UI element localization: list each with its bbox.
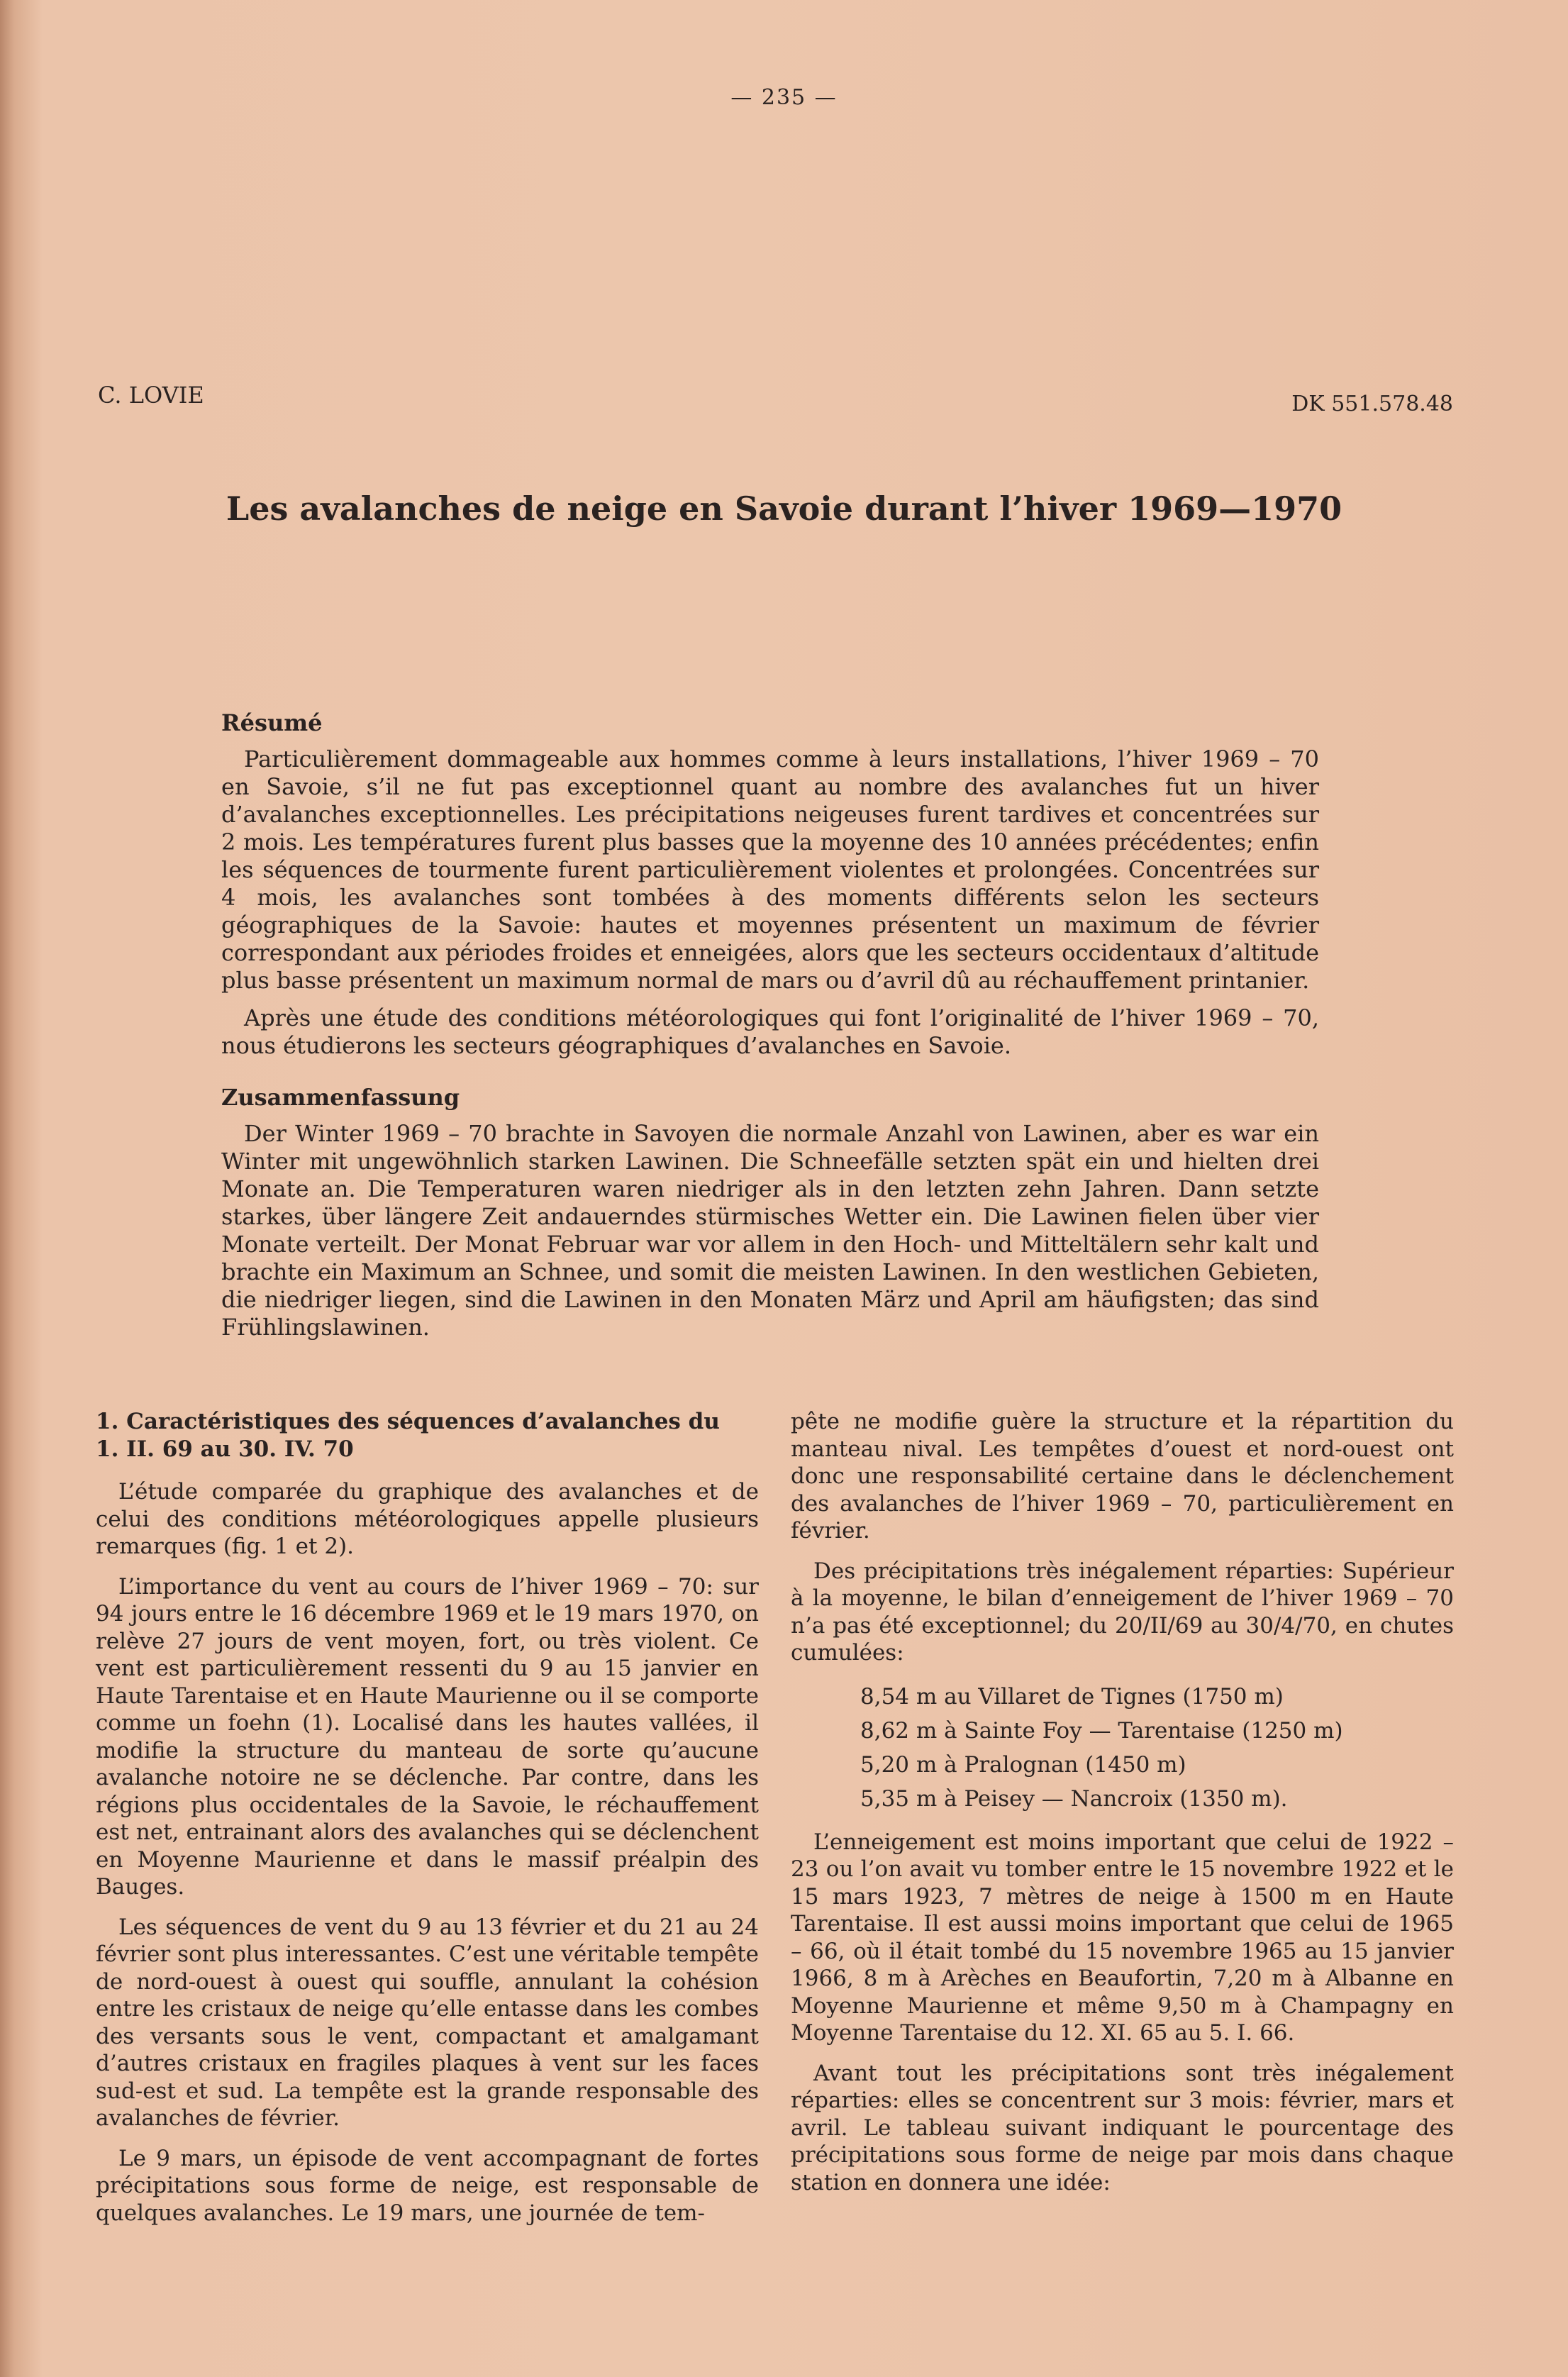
body-paragraph: L’enneigement est moins important que celui de 1922 – 23 ou l’on avait vu tomber entre le 15 novembre 1922 et le 15 mars 1923, 7 mètres de neige à 1500 m en Haute Tarentaise. Il est aussi moins important que celui de 1965 – 66, où il était tombé du 15 novembre 1965 au 15 janvier 1966, 8 m à Arèches en Beaufortin, 7,20 m à Albanne en Moyenne Maurienne et même 9,50 m à Champagny en Moyenne Tarentaise du 12. XI. 65 au 5. I. 66.	[791, 1829, 1454, 2046]
section-heading	[96, 1408, 759, 1463]
right-column	[791, 1408, 1454, 2209]
author: C. LOVIE	[98, 382, 204, 409]
section-heading-line: 1. Caractéristiques des séquences d’avalanches du	[96, 1409, 720, 1434]
section-heading-line: 1. II. 69 au 30. IV. 70	[96, 1436, 354, 1462]
zusammenfassung-paragraph: Der Winter 1969 – 70 brachte in Savoyen die normale Anzahl von Lawinen, aber es war ein Winter mit ungewöhnlich starken Lawinen. Die Schneefälle setzten spät ein und hielten drei Monate an. Die Temperaturen waren niedriger als in den letzten zehn Jahren. Dann setzte starkes, über längere Zeit andauerndes stürmisches Wetter ein. Die Lawinen fielen über vier Monate verteilt. Der Monat Februar war vor allem in den Hoch- und Mitteltälern sehr kalt und brachte ein Maximum an Schnee, und somit die meisten Lawinen. In den westlichen Gebieten, die niedriger liegen, sind die Lawinen in den Monaten März und April am häufigsten; das sind Frühlingslawinen.	[221, 1120, 1319, 1341]
body-paragraph: Les séquences de vent du 9 au 13 février et du 21 au 24 février sont plus interessantes. C’est une véritable tempête de nord-ouest à ouest qui souffle, annulant la cohésion entre les cristaux de neige qu’elle entasse dans les combes des versants sous le vent, compactant et amalgamant d’autres cristaux en fragiles plaques à vent sur les faces sud-est et sud. La tempête est la grande responsable des avalanches de février.	[96, 1914, 759, 2131]
body-paragraph: Le 9 mars, un épisode de vent accompagnant de fortes précipitations sous forme de neige, est responsable de quelques avalanches. Le 19 mars, une journée de tem-	[96, 2145, 759, 2226]
body-paragraph: Des précipitations très inégalement réparties: Supérieur à la moyenne, le bilan d’enneigement de l’hiver 1969 – 70 n’a pas été exceptionnel; du 20/II/69 au 30/4/70, en chutes cumulées:	[791, 1558, 1454, 1666]
article-title: Les avalanches de neige en Savoie durant l’hiver 1969—1970	[226, 489, 1342, 528]
body-paragraph: pête ne modifie guère la structure et la répartition du manteau nival. Les tempêtes d’ouest et nord-ouest ont donc une responsabilité certaine dans le déclenchement des avalanches de l’hiver 1969 – 70, particulièrement en février.	[791, 1409, 1454, 1544]
station-list	[860, 1680, 1454, 1816]
list-item: 8,62 m à Sainte Foy — Tarentaise (1250 m)	[860, 1717, 1343, 1744]
zusammenfassung-section	[221, 1084, 1319, 1351]
resume-section	[221, 709, 1319, 1070]
body-paragraph: Avant tout les précipitations sont très inégalement réparties: elles se concentrent sur 3 mois: février, mars et avril. Le tableau suivant indiquant le pourcentage des précipitations sous forme de neige par mois dans chaque station en donnera une idée:	[791, 2060, 1454, 2195]
zusammenfassung-heading: Zusammenfassung	[221, 1084, 460, 1111]
list-item: 8,54 m au Villaret de Tignes (1750 m)	[860, 1683, 1284, 1710]
resume-paragraph: Particulièrement dommageable aux hommes comme à leurs installations, l’hiver 1969 – 70 en Savoie, s’il ne fut pas exceptionnel quant au nombre des avalanches fut un hiver d’avalanches exceptionnelles. Les précipitations neigeuses furent tardives et concentrées sur 2 mois. Les températures furent plus basses que la moyenne des 10 années précédentes; enfin les séquences de tourmente furent particulièrement violentes et prolongées. Concentrées sur 4 mois, les avalanches sont tombées à des moments différents selon les secteurs géographiques de la Savoie: hautes et moyennes présentent un maximum de février correspondant aux périodes froides et enneigées, alors que les secteurs occidentaux d’altitude plus basse présentent un maximum normal de mars ou d’avril dû au réchauffement printanier.	[221, 746, 1319, 994]
body-paragraph: L’importance du vent au cours de l’hiver 1969 – 70: sur 94 jours entre le 16 décembre 1969 et le 19 mars 1970, on relève 27 jours de vent moyen, fort, ou très violent. Ce vent est particulièrement ressenti du 9 au 15 janvier en Haute Tarentaise et en Haute Maurienne ou il se comporte comme un foehn (1). Localisé dans les hautes vallées, il modifie la structure du manteau de sorte qu’aucune avalanche notoire ne se déclenche. Par contre, dans les régions plus occidentales de la Savoie, le réchauffement est net, entrainant alors des avalanches qui se déclenchent en Moyenne Maurienne et dans le massif préalpin des Bauges.	[96, 1573, 759, 1900]
dk-classification: DK 551.578.48	[1291, 392, 1453, 416]
page-number: — 235 —	[730, 85, 838, 110]
list-item: 5,20 m à Pralognan (1450 m)	[860, 1751, 1186, 1778]
resume-heading: Résumé	[221, 709, 323, 736]
body-paragraph: L’étude comparée du graphique des avalanches et de celui des conditions météorologiques appelle plusieurs remarques (fig. 1 et 2).	[96, 1479, 759, 1559]
left-column	[96, 1408, 759, 2239]
resume-paragraph: Après une étude des conditions météorologiques qui font l’originalité de l’hiver 1969 – 70, nous étudierons les secteurs géographiques d’avalanches en Savoie.	[221, 1004, 1319, 1059]
list-item: 5,35 m à Peisey — Nancroix (1350 m).	[860, 1785, 1288, 1812]
